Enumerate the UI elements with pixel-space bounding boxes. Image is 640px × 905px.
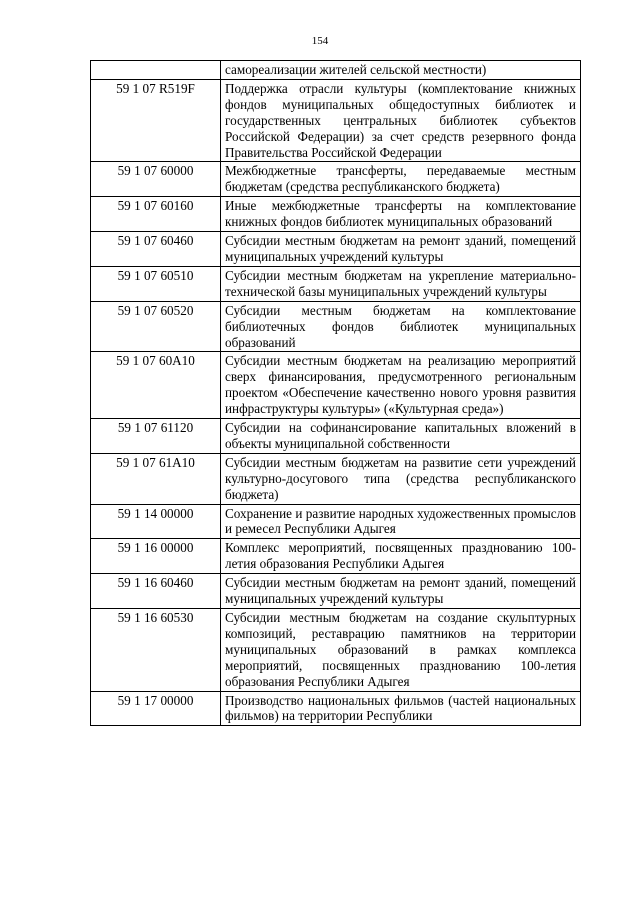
target-item-description: Субсидии местным бюджетам на комплектование библиотечных фондов библиотек муниципальных образований	[221, 301, 581, 352]
table-row	[91, 266, 581, 301]
target-item-description: Субсидии местным бюджетам на создание скульптурных композиций, реставрацию памятников на территории муниципальных образований в рамках комплекса мероприятий, посвященных празднованию 100-летия образования Республики Адыгея	[221, 609, 581, 692]
target-item-description: Субсидии местным бюджетам на ремонт зданий, помещений муниципальных учреждений культуры	[221, 574, 581, 609]
target-item-description: Субсидии местным бюджетам на развитие сети учреждений культурно-досугового типа (средства республиканского бюджета)	[221, 453, 581, 504]
target-item-code: 59 1 16 60530	[91, 609, 221, 692]
page-number: 154	[311, 35, 329, 47]
table-row	[91, 453, 581, 504]
target-item-description: Комплекс мероприятий, посвященных празднованию 100-летия образования Республики Адыгея	[221, 539, 581, 574]
target-item-description: Поддержка отрасли культуры (комплектование книжных фондов муниципальных общедоступных библиотек и государственных центральных библиотек субъектов Российской Федерации) за счет средств резервного фонда Правительства Российской Федерации	[221, 79, 581, 162]
target-item-code: 59 1 07 60520	[91, 301, 221, 352]
target-item-description: Сохранение и развитие народных художественных промыслов и ремесел Республики Адыгея	[221, 504, 581, 539]
table-row	[91, 352, 581, 419]
target-item-code: 59 1 07 60000	[91, 162, 221, 197]
target-item-description: Иные межбюджетные трансферты на комплектование книжных фондов библиотек муниципальных образований	[221, 197, 581, 232]
table-row	[91, 197, 581, 232]
table-row	[91, 301, 581, 352]
table-row	[91, 691, 581, 726]
table-row	[91, 574, 581, 609]
target-item-code: 59 1 17 00000	[91, 691, 221, 726]
target-item-code: 59 1 16 60460	[91, 574, 221, 609]
target-item-code: 59 1 14 00000	[91, 504, 221, 539]
table-row	[91, 61, 581, 80]
target-item-description: Субсидии местным бюджетам на реализацию мероприятий сверх финансирования, предусмотренного региональным проектом «Обеспечение качественно нового уровня развития инфраструктуры культуры» («Культурная среда»)	[221, 352, 581, 419]
target-item-description: Субсидии на софинансирование капитальных вложений в объекты муниципальной собственности	[221, 419, 581, 454]
target-item-code: 59 1 07 61А10	[91, 453, 221, 504]
target-item-code: 59 1 07 R519F	[91, 79, 221, 162]
budget-classification-table	[90, 60, 581, 726]
table-row	[91, 504, 581, 539]
table-row	[91, 609, 581, 692]
target-item-description: самореализации жителей сельской местности)	[221, 61, 581, 80]
target-item-code: 59 1 07 60460	[91, 232, 221, 267]
target-item-code: 59 1 16 00000	[91, 539, 221, 574]
target-item-code: 59 1 07 60160	[91, 197, 221, 232]
table-row	[91, 539, 581, 574]
table-row	[91, 419, 581, 454]
target-item-code: 59 1 07 61120	[91, 419, 221, 454]
target-item-code: 59 1 07 60А10	[91, 352, 221, 419]
target-item-code	[91, 61, 221, 80]
target-item-description: Производство национальных фильмов (частей национальных фильмов) на территории Республики	[221, 691, 581, 726]
target-item-code: 59 1 07 60510	[91, 266, 221, 301]
table-row	[91, 162, 581, 197]
table-row	[91, 79, 581, 162]
target-item-description: Субсидии местным бюджетам на ремонт зданий, помещений муниципальных учреждений культуры	[221, 232, 581, 267]
target-item-description: Межбюджетные трансферты, передаваемые местным бюджетам (средства республиканского бюджета)	[221, 162, 581, 197]
target-item-description: Субсидии местным бюджетам на укрепление материально-технической базы муниципальных учреждений культуры	[221, 266, 581, 301]
table-row	[91, 232, 581, 267]
